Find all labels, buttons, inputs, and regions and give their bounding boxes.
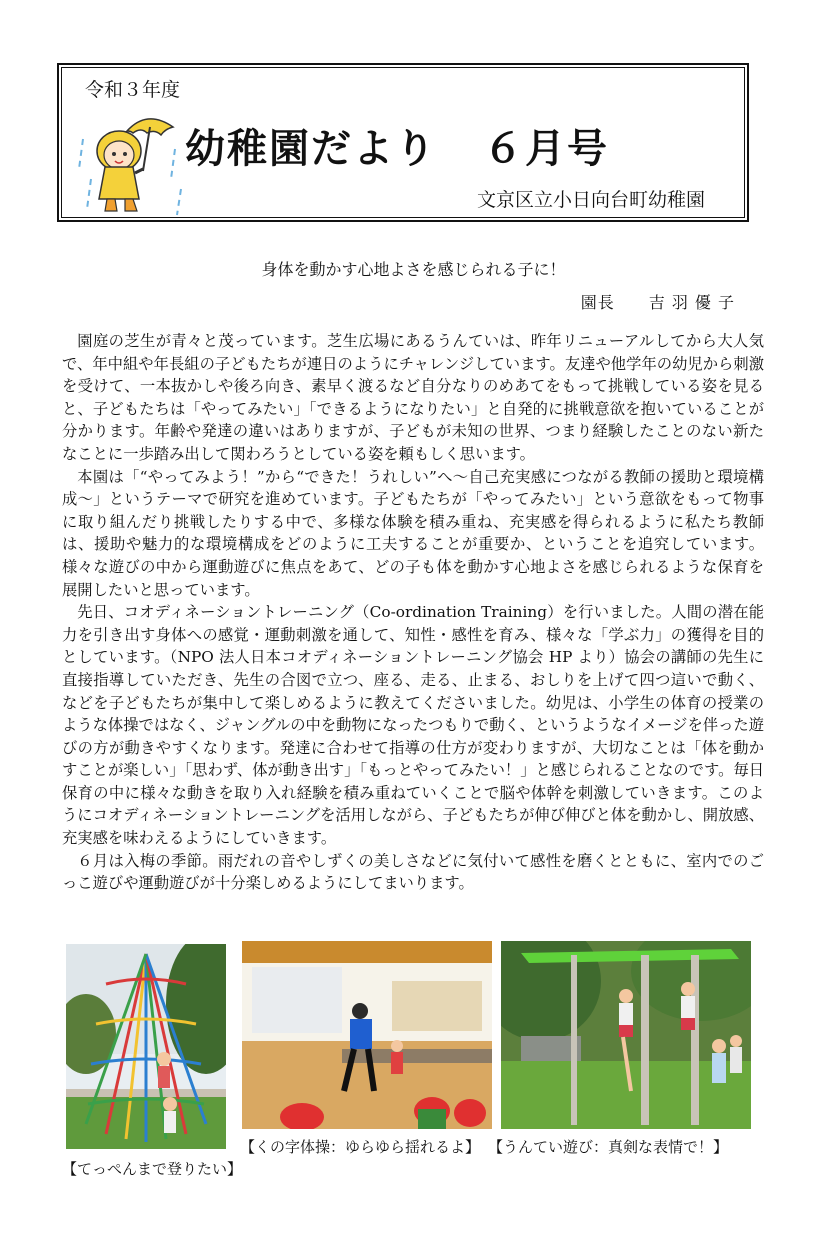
paragraph: ６月は入梅の季節。雨だれの音やしずくの美しさなどに気付いて感性を磨くとともに、室内でのごっこ遊びや運動遊びが十分楽しめるようにしてまいります。	[62, 851, 764, 893]
newsletter-header	[57, 63, 749, 222]
monkey-bars-photo	[501, 941, 751, 1129]
issue-label: ６月号	[483, 126, 609, 172]
paragraph: 園庭の芝生が青々と茂っています。芝生広場にあるうんていは、昨年リニューアルしてから大人気で、年中組や年長組の子どもたちが連日のようにチャレンジしています。友達や他学年の幼児から刺激を受けて、一本抜かしや後ろ向き、素早く渡るなど自分なりのめあてをもって挑戦している姿を見ると、子どもたちは「やってみたい」「できるようになりたい」と自発的に挑戦意欲を抱いていることが分かります。年齢や発達の違いはありますが、子どもが未知の世界、つまり経験したことのない新たなことに一歩踏み出して関わろうとしている姿を頼もしく思います。	[62, 332, 764, 463]
article-headline: 身体を動かす心地よさを感じられる子に！	[261, 260, 566, 279]
paragraph: 本園は「“やってみよう！”から“できた！うれしい”へ～自己充実感につながる教師の援助と環境構成～」というテーマで研究を進めています。子どもたちが「やってみたい」という意欲をもって物事に取り組んだり挑戦したりする中で、多様な体験を積み重ね、充実感を得られるように私たち教師は、援助や魅力的な環境構成をどのように工夫することが重要か、ということを追究しています。様々な遊びの中から運動遊びに焦点をあて、どの子も体を動かす心地よさを感じられるような保育を展開したいと思っています。	[62, 467, 764, 599]
photo-caption: 【うんてい遊び：真剣な表情で！】	[488, 1138, 729, 1156]
climbing-dome-photo	[66, 944, 226, 1149]
title-text: 幼稚園だより	[185, 126, 437, 172]
gym-exercise-photo	[242, 941, 492, 1129]
newsletter-title	[185, 117, 609, 174]
article-body	[62, 330, 764, 895]
paragraph: 先日、コオディネーショントレーニング（Co-ordination Training）を行いました。人間の潜在能力を引き出す身体への感覚・運動刺激を通して、知性・感性を育み、様々な「学ぶ力」の獲得を目的としています。（NPO 法人日本コオディネーショントレーニング協会 HP より）協会の講師の先生に直接指導していただき、先生の合図で立つ、座る、走る、止まる、おしりを上げて四つ這いで動く、などを子どもたちが集中して楽しめるように教えてくださいました。幼児は、小学生の体育の授業のような体操ではなく、ジャングルの中を動物になったつもりで動く、というようなイメージを伴った遊びの方が動きやすくなります。発達に合わせて指導の仕方が変わりますが、大切なことは「体を動かすことが楽しい」「思わず、体が動き出す」「もっとやってみたい！」と感じられることなのです。毎日保育の中に様々な動きを取り入れ経験を積み重ねていくことで脳や体幹を刺激していきます。このようにコオディネーショントレーニングを活用しながら、子どもたちが伸び伸びと体を動かし、開放感、充実感を味わえるようにしていきます。	[62, 603, 764, 848]
photo-caption: 【くの字体操：ゆらゆら揺れるよ】	[240, 1138, 481, 1156]
school-name: 文京区立小日向台町幼稚園	[476, 189, 705, 211]
umbrella-girl-icon	[77, 109, 187, 219]
photo-caption: 【てっぺんまで登りたい】	[62, 1160, 243, 1178]
article-author: 園長 吉 羽 優 子	[580, 293, 735, 312]
era-label: 令和３年度	[85, 79, 181, 101]
